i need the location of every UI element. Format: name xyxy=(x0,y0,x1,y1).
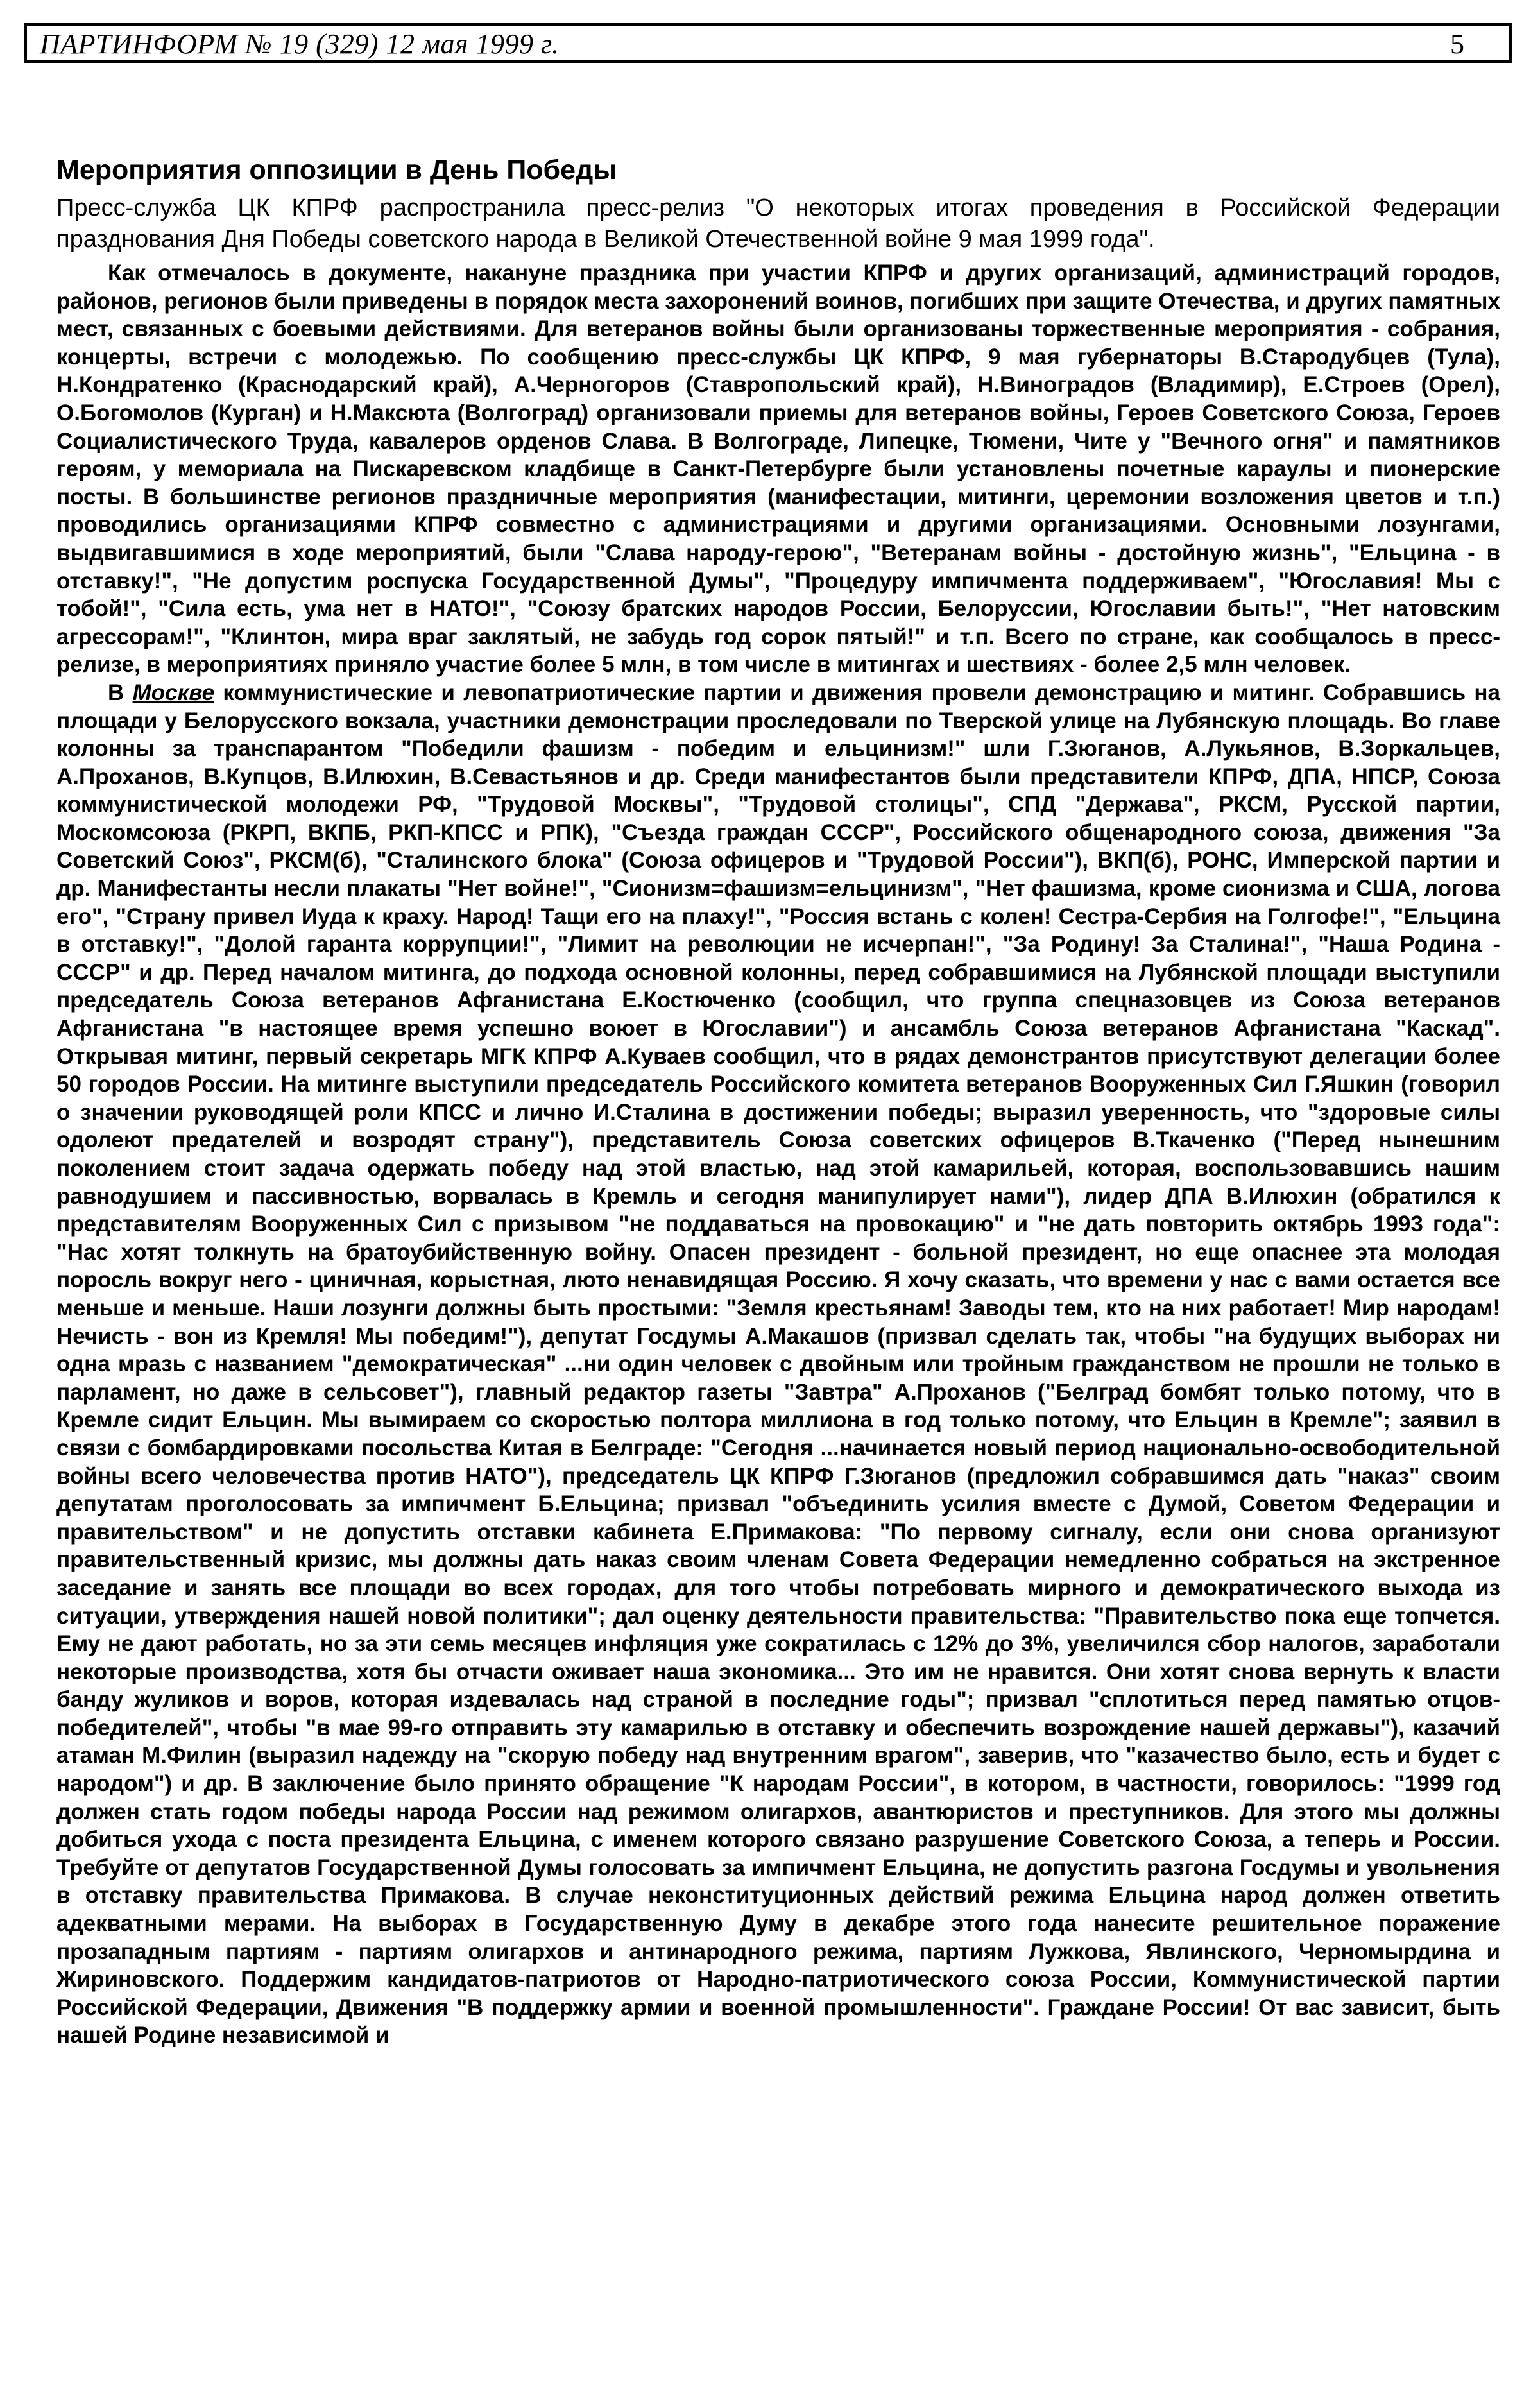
article xyxy=(56,151,1500,2050)
paragraph-prefix: В xyxy=(108,680,133,705)
page-number: 5 xyxy=(1450,28,1464,60)
page-header xyxy=(24,23,1512,63)
article-title: Мероприятия оппозиции в День Победы xyxy=(56,155,617,185)
article-body xyxy=(56,259,1500,2050)
paragraph xyxy=(56,679,1500,2050)
article-lead: Пресс-служба ЦК КПРФ распространила пресс-релиз "О некоторых итогах проведения в Российской Федерации празднования Дня Победы советского народа в Великой Отечественной войне 9 мая 1999 года". xyxy=(56,194,1500,253)
publication-title: ПАРТИНФОРМ № 19 (329) 12 мая 1999 г. xyxy=(40,28,560,60)
paragraph-text: коммунистические и левопатриотические партии и движения провели демонстрацию и митинг. Собравшись на площади у Белорусского вокзала, участники демонстрации проследовали по Тверской улице на Лубянскую площадь. Во главе колонны за транспарантом "Победили фашизм - победим и ельцинизм!" шли Г.Зюганов, А.Лукьянов, В.Зоркальцев, А.Проханов, В.Купцов, В.Илюхин, В.Севастьянов и др. Среди манифестантов были представители КПРФ, ДПА, НПСР, Союза коммунистической молодежи РФ, "Трудовой Москвы", "Трудовой столицы", СПД "Держава", РКСМ, Русской партии, Москомсоюза (РКРП, ВКПБ, РКП-КПСС и РПК), "Съезда граждан СССР", Российского общенародного союза, движения "За Советский Союз", РКСМ(б), "Сталинского блока" (Союза офицеров и "Трудовой России"), ВКП(б), РОНС, Имперской партии и др. Манифестанты несли плакаты "Нет войне!", "Сионизм=фашизм=ельцинизм", "Нет фашизма, кроме сионизма и США, логова его", "Страну привел Иуда к краху. Народ! Тащи его на плаху!", "Россия встань с колен! Сестра-Сербия на Голгофе!", "Ельцина в отставку!", "Долой гаранта коррупции!", "Лимит на революции не исчерпан!", "За Родину! За Сталина!", "Наша Родина - СССР" и др. Перед началом митинга, до подхода основной колонны, перед собравшимися на Лубянской площади выступили председатель Союза ветеранов Афганистана Е.Костюченко (сообщил, что группа спецназовцев из Союза ветеранов Афганистана "в настоящее время успешно воюет в Югославии") и ансамбль Союза ветеранов Афганистана "Каскад". Открывая митинг, первый секретарь МГК КПРФ А.Куваев сообщил, что в рядах демонстрантов присутствуют делегации более 50 городов России. На митинге выступили председатель Российского комитета ветеранов Вооруженных Сил Г.Яшкин (говорил о значении руководящей роли КПСС и лично И.Сталина в достижении победы; выразил уверенность, что "здоровые силы одолеют предателей и возродят страну"), представитель Союза советских офицеров В.Ткаченко ("Перед нынешним поколением стоит задача одержать победу над этой властью, над этой камарильей, которая, воспользовавшись нашим равнодушием и пассивностью, ворвалась в Кремль и сегодня манипулирует нами"), лидер ДПА В.Илюхин (обратился к представителям Вооруженных Сил с призывом "не поддаваться на провокацию" и "не дать повторить октябрь 1993 года": "Нас хотят толкнуть на братоубийственную войну. Опасен президент - больной президент, но еще опаснее эта молодая поросль вокруг него - циничная, корыстная, люто ненавидящая Россию. Я хочу сказать, что времени у нас с вами остается все меньше и меньше. Наши лозунги должны быть простыми: "Земля крестьянам! Заводы тем, кто на них работает! Мир народам! Нечисть - вон из Кремля! Мы победим!"), депутат Госдумы А.Макашов (призвал сделать так, чтобы "на будущих выборах ни одна мразь с названием "демократическая" ...ни один человек с двойным или тройным гражданством не прошли не только в парламент, но даже в сельсовет"), главный редактор газеты "Завтра" А.Проханов ("Белград бомбят только потому, что в Кремле сидит Ельцин. Мы вымираем со скоростью полтора миллиона в год только потому, что Ельцин в Кремле"; заявил в связи с бомбардировками посольства Китая в Белграде: "Сегодня ...начинается новый период национально-освободительной войны всего человечества против НАТО"), председатель ЦК КПРФ Г.Зюганов (предложил собравшимся дать "наказ" своим депутатам проголосовать за импичмент Б.Ельцина; призвал "объединить усилия вместе с Думой, Советом Федерации и правительством" и не допустить отставки кабинета Е.Примакова: "По первому сигналу, если они снова организуют правительственный кризис, мы должны дать наказ своим членам Совета Федерации немедленно собраться на экстренное заседание и занять все площади во всех городах, для того чтобы потребовать мирного и демократического выхода из ситуации, утверждения нашей новой политики"; дал оценку деятельности правительства: "Правительство пока еще топчется. Ему не дают работать, но за эти семь месяцев инфляция уже сократилась с 12% до 3%, увеличился сбор налогов, заработали некоторые производства, хотя бы отчасти оживает наша экономика... Это им не нравится. Они хотят снова вернуть к власти банду жуликов и воров, которая издевалась над страной в последние годы"; призвал "сплотиться перед памятью отцов-победителей", чтобы "в мае 99-го отправить эту камарилью в отставку и обеспечить возрождение нашей державы"), казачий атаман М.Филин (выразил надежду на "скорую победу над внутренним врагом", заверив, что "казачество было, есть и будет с народом") и др. В заключение было принято обращение "К народам России", в котором, в частности, говорилось: "1999 год должен стать годом победы народа России над режимом олигархов, авантюристов и преступников. Для этого мы должны добиться ухода с поста президента Ельцина, с именем которого связано разрушение Советского Союза, а теперь и России. Требуйте от депутатов Государственной Думы голосовать за импичмент Ельцина, не допустить разгона Госдумы и увольнения в отставку правительства Примакова. В случае неконституционных действий режима Ельцина народ должен ответить адекватными мерами. На выборах в Государственную Думу в декабре этого года нанесите решительное поражение прозападным партиям - партиям олигархов и антинародного режима, партиям Лужкова, Явлинского, Черномырдина и Жириновского. Поддержим кандидатов-патриотов от Народно-патриотического союза России, Коммунистической партии Российской Федерации, Движения "В поддержку армии и военной промышленности". Граждане России! От вас зависит, быть нашей Родине независимой и xyxy=(56,680,1500,2048)
city-name: Москве xyxy=(132,680,215,705)
paragraph: Как отмечалось в документе, накануне праздника при участии КПРФ и других организаций, администраций городов, районов, регионов были приведены в порядок места захоронений воинов, погибших при защите Отечества, и других памятных мест, связанных с боевыми действиями. Для ветеранов войны были организованы торжественные мероприятия - собрания, концерты, встречи с молодежью. По сообщению пресс-службы ЦК КПРФ, 9 мая губернаторы В.Стародубцев (Тула), Н.Кондратенко (Краснодарский край), А.Черногоров (Ставропольский край), Н.Виноградов (Владимир), Е.Строев (Орел), О.Богомолов (Курган) и Н.Максюта (Волгоград) организовали приемы для ветеранов войны, Героев Советского Союза, Героев Социалистического Труда, кавалеров орденов Слава. В Волгограде, Липецке, Тюмени, Чите у "Вечного огня" и памятников героям, у мемориала на Пискаревском кладбище в Санкт-Петербурге были установлены почетные караулы и пионерские посты. В большинстве регионов праздничные мероприятия (манифестации, митинги, церемонии возложения цветов и т.п.) проводились организациями КПРФ совместно с администрациями и другими организациями. Основными лозунгами, выдвигавшимися в ходе мероприятий, были "Слава народу-герою", "Ветеранам войны - достойную жизнь", "Ельцина - в отставку!", "Не допустим роспуска Государственной Думы", "Процедуру импичмента поддерживаем", "Югославия! Мы с тобой!", "Сила есть, ума нет в НАТО!", "Союзу братских народов России, Белоруссии, Югославии быть!", "Нет натовским агрессорам!", "Клинтон, мира враг заклятый, не забудь год сорок пятый!" и т.п. Всего по стране, как сообщалось в пресс-релизе, в мероприятиях приняло участие более 5 млн, в том числе в митингах и шествиях - более 2,5 млн человек. xyxy=(56,261,1500,678)
